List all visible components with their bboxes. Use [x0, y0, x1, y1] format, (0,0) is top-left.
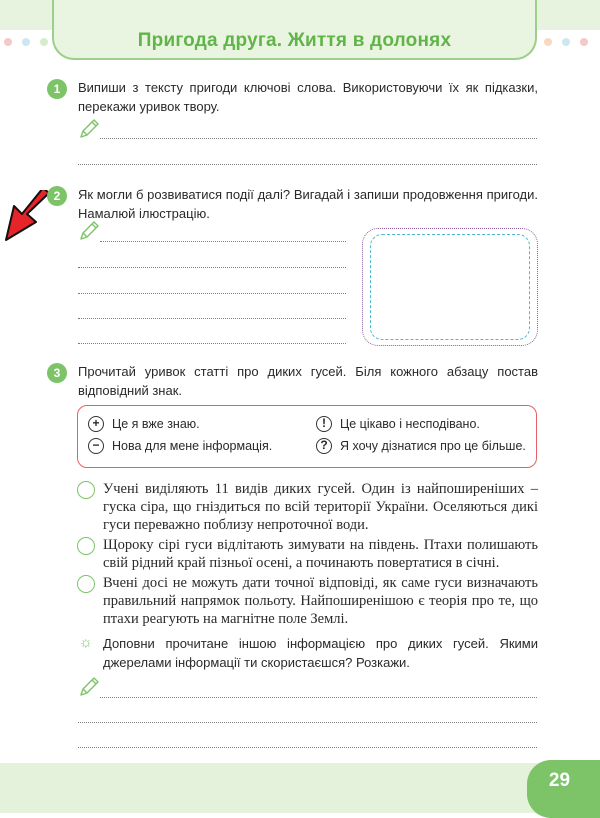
- answer-circle[interactable]: [77, 481, 95, 499]
- sun-icon: ☼: [79, 634, 93, 651]
- page-number: 29: [548, 770, 571, 791]
- pencil-icon: [78, 118, 100, 140]
- writing-line[interactable]: [78, 722, 537, 723]
- legend-label: Нова для мене інформація.: [112, 439, 273, 453]
- exclamation-icon: !: [316, 416, 332, 432]
- legend-label: Це цікаво і несподівано.: [340, 417, 480, 431]
- question-icon: ?: [316, 438, 332, 454]
- page-title: Пригода друга. Життя в долонях: [137, 30, 452, 51]
- illustration-inner-frame: [370, 234, 530, 340]
- writing-line[interactable]: [100, 241, 346, 242]
- task-3-text: Прочитай уривок статті про диких гусей. Біля кожного абзацу постав відповідний знак.: [78, 364, 538, 398]
- minus-icon: −: [88, 438, 104, 454]
- writing-line[interactable]: [78, 267, 346, 268]
- task-1-text: Випиши з тексту пригоди ключові слова. Використовуючи їх як підказки, перекажи уривок твору.: [78, 80, 538, 114]
- writing-line[interactable]: [78, 747, 537, 748]
- task-number-2: 2: [47, 186, 67, 206]
- pencil-icon: [78, 676, 100, 698]
- writing-line[interactable]: [78, 293, 346, 294]
- task-number-3: 3: [47, 363, 67, 383]
- article-paragraph-3: Вчені досі не можуть дати точної відповіді, як саме гуси визначають правильний напрямок польоту. Найпоширенішою є теорія про те, що птахи реагують на магнітне поле Землі.: [103, 575, 538, 627]
- legend-label: Я хочу дізнатися про це більше.: [340, 439, 526, 453]
- writing-line[interactable]: [100, 697, 537, 698]
- writing-line[interactable]: [78, 343, 346, 344]
- legend-box: [77, 405, 537, 468]
- plus-icon: +: [88, 416, 104, 432]
- extra-task-text: Доповни прочитане іншою інформацією про диких гусей. Якими джерелами інформації ти скористаєшся? Розкажи.: [103, 636, 538, 670]
- writing-line[interactable]: [78, 164, 537, 165]
- legend-label: Це я вже знаю.: [112, 417, 200, 431]
- writing-line[interactable]: [78, 318, 346, 319]
- task-number-1: 1: [47, 79, 67, 99]
- answer-circle[interactable]: [77, 537, 95, 555]
- article-paragraph-1: Учені виділяють 11 видів диких гусей. Один із найпоширеніших – гуска сіра, що гніздиться по всій території України. Оселяються дикі гуси переважно поблизу непроточної води.: [103, 481, 538, 533]
- footer-strip: [0, 763, 600, 813]
- writing-line[interactable]: [100, 138, 537, 139]
- red-arrow-icon: [2, 190, 52, 244]
- task-2-text: Як могли б розвиватися події далі? Вигадай і запиши продовження пригоди. Намалюй ілюстрацію.: [78, 187, 538, 221]
- article-paragraph-2: Щороку сірі гуси відлітають зимувати на південь. Птахи полишають свій рідний край пізньої осені, а починають повертатися в січні.: [103, 537, 538, 571]
- pencil-icon: [78, 220, 100, 242]
- answer-circle[interactable]: [77, 575, 95, 593]
